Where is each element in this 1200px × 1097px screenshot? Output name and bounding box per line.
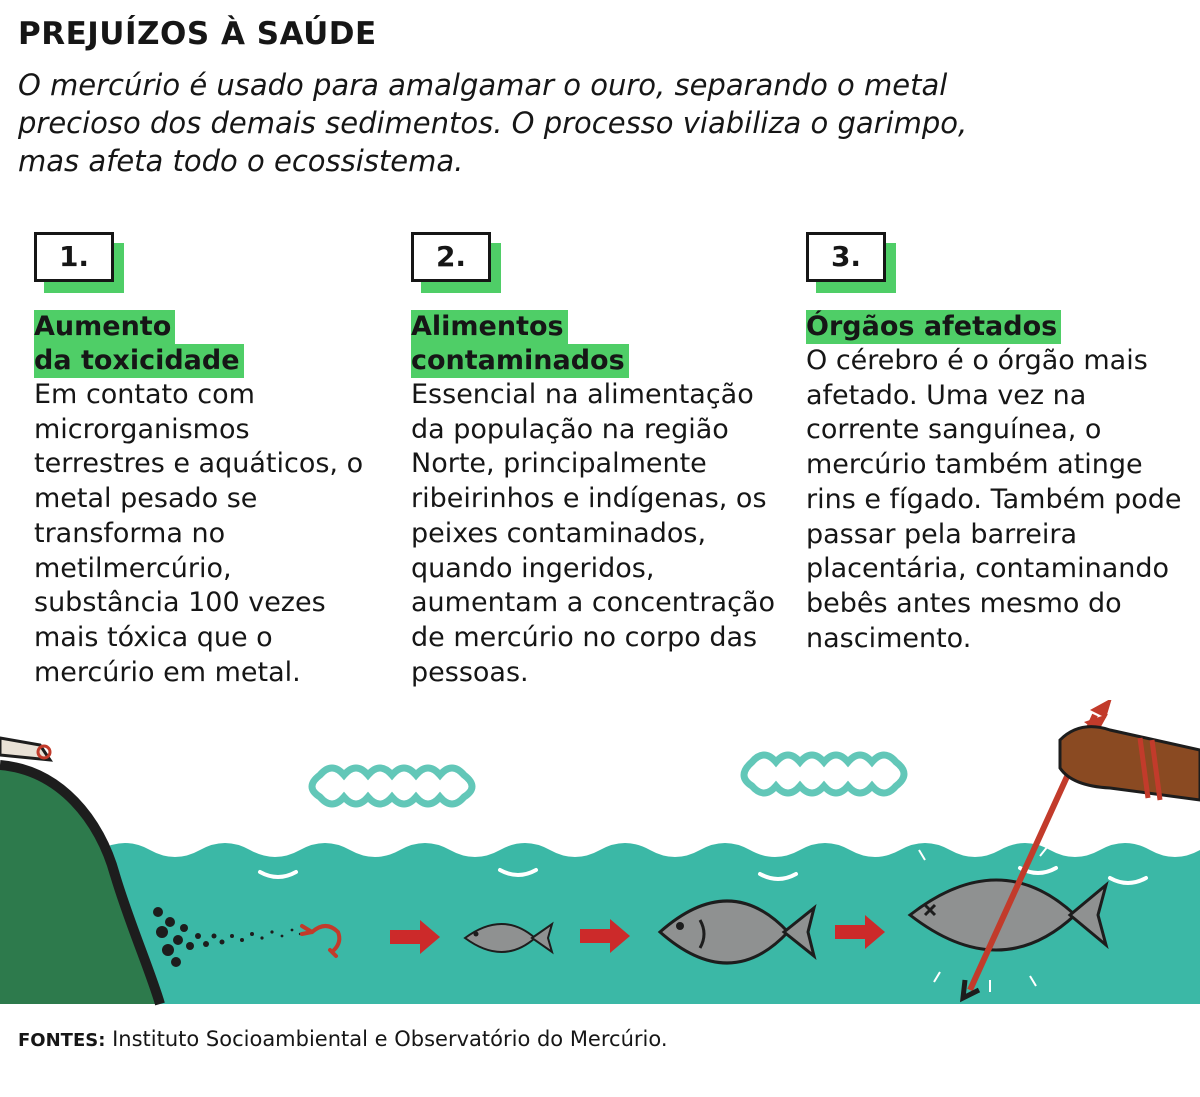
step-heading-line: Aumento <box>34 310 175 344</box>
step-1 <box>34 232 379 690</box>
page-subtitle: O mercúrio é usado para amalgamar o ouro, separando o metal precioso dos demais sedimentos. O processo viabiliza o garimpo, mas afeta todo o ecossistema. <box>18 68 968 178</box>
hand-icon <box>1060 727 1200 800</box>
step-heading <box>411 310 781 378</box>
step-description: Em contato com microrganismos terrestres e aquáticos, o metal pesado se transforma no metilmercúrio, substância 100 vezes mais tóxica que o mercúrio em metal. <box>34 379 364 688</box>
step-heading <box>806 310 1186 344</box>
step-number-badge <box>411 232 491 282</box>
step-2 <box>411 232 781 690</box>
step-description: O cérebro é o órgão mais afetado. Uma vez na corrente sanguínea, o mercúrio também atinge rins e fígado. Também pode passar pela barreira placentária, contaminando bebês antes mesmo do nascimento. <box>806 345 1182 654</box>
step-number-badge <box>34 232 114 282</box>
cloud-icon <box>744 755 904 793</box>
sources-text: Instituto Socioambiental e Observatório do Mercúrio. <box>112 1027 668 1051</box>
step-heading-line: Órgãos afetados <box>806 310 1061 344</box>
cloud-icon <box>312 768 472 804</box>
step-number: 3. <box>806 232 886 282</box>
step-number: 2. <box>411 232 491 282</box>
step-heading-line: Alimentos <box>411 310 568 344</box>
step-number-badge <box>806 232 886 282</box>
ecosystem-illustration <box>0 700 1200 1010</box>
step-3 <box>806 232 1186 656</box>
page-title: PREJUÍZOS À SAÚDE <box>18 16 377 52</box>
step-heading-line: da toxicidade <box>34 344 244 378</box>
step-description: Essencial na alimentação da população na região Norte, principalmente ribeirinhos e indígenas, os peixes contaminados, quando ingeridos, aumentam a concentração de mercúrio no corpo das pessoas. <box>411 379 776 688</box>
sources <box>18 1027 668 1051</box>
step-heading <box>34 310 379 378</box>
sources-label: FONTES: <box>18 1030 106 1051</box>
step-number: 1. <box>34 232 114 282</box>
step-heading-line: contaminados <box>411 344 629 378</box>
